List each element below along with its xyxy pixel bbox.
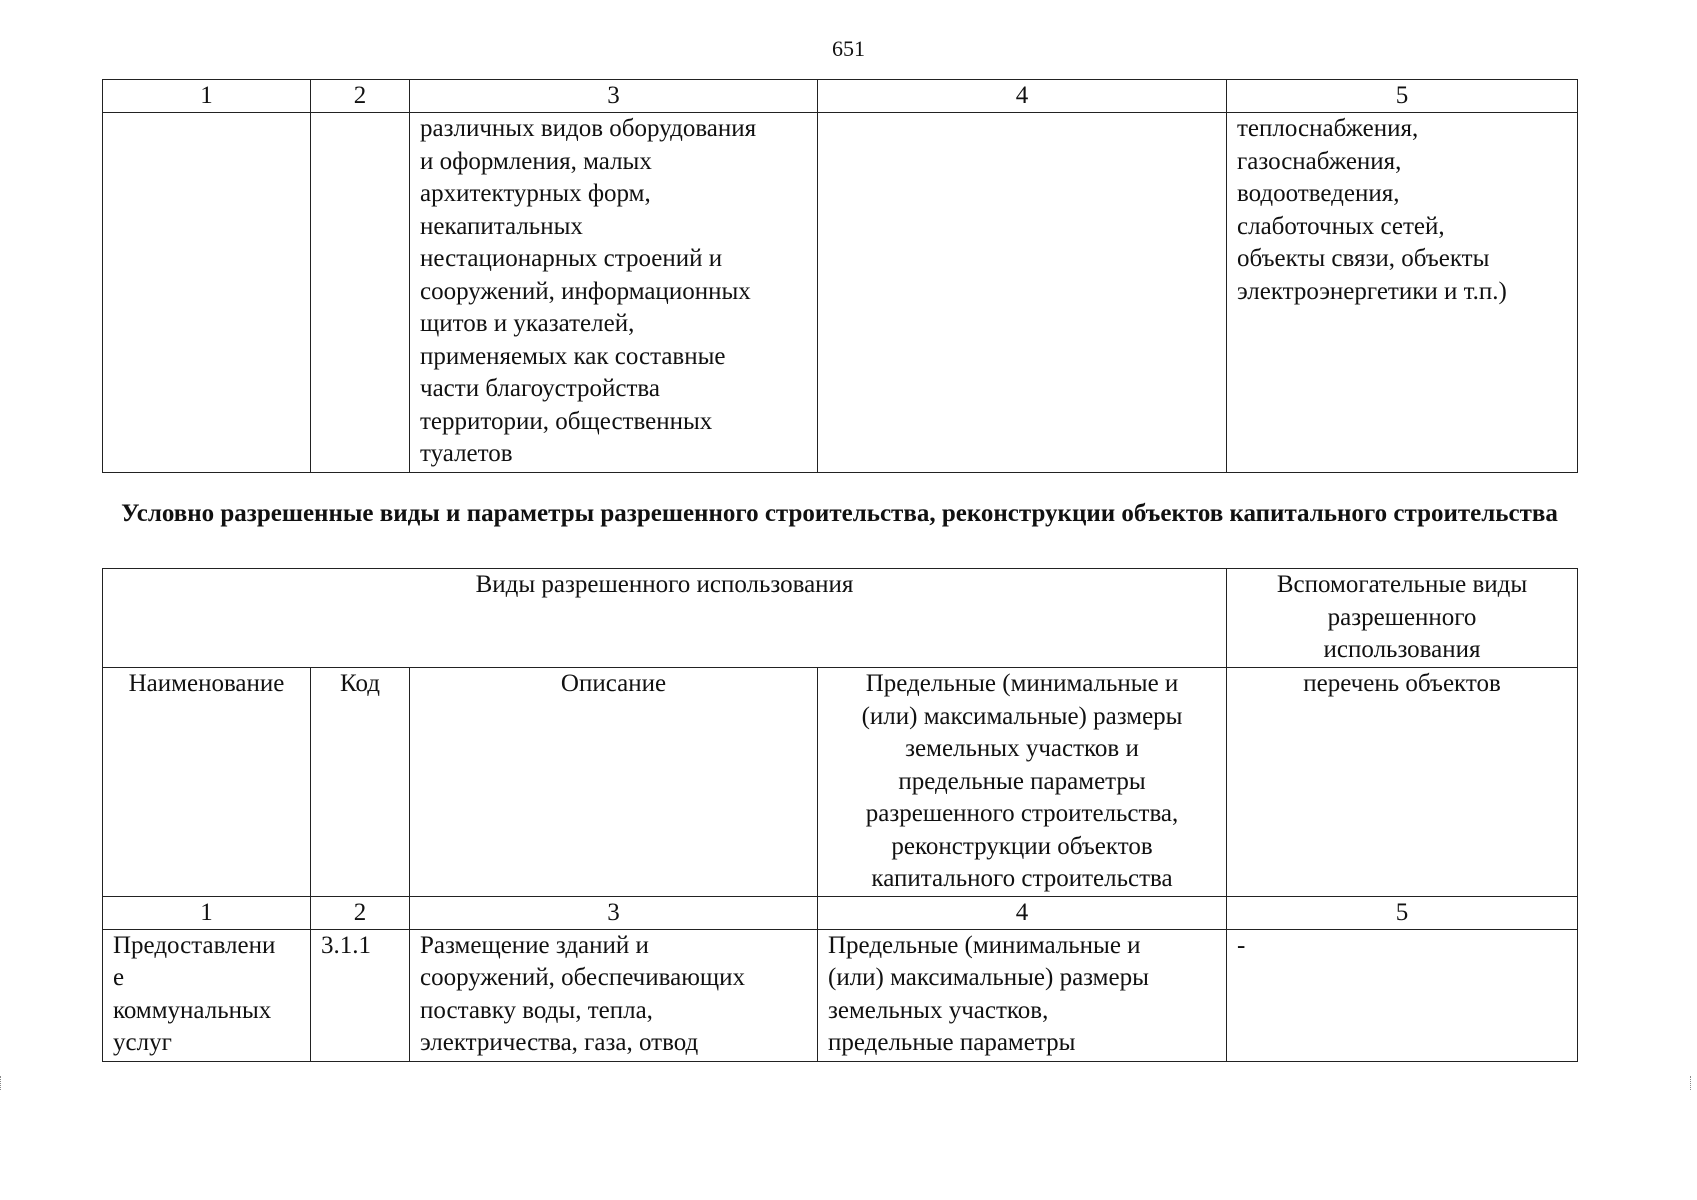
column-number: 5 <box>1227 80 1578 113</box>
text-line: Предоставлени <box>113 931 276 959</box>
text-line: использования <box>1323 636 1481 663</box>
text-line: архитектурных форм, <box>420 180 651 207</box>
text-line: капитального строительства <box>871 865 1173 892</box>
text-line: и оформления, малых <box>420 147 652 175</box>
text-line: слаботочных сетей, <box>1237 212 1445 240</box>
scan-edge-mark <box>1690 1076 1695 1090</box>
text-line: Предельные (минимальные и <box>828 931 1141 959</box>
text-line: коммунальных <box>113 996 272 1024</box>
text-line: применяемых как составные <box>420 342 726 370</box>
text-line: теплоснабжения, <box>1237 115 1419 142</box>
column-number: 1 <box>103 896 311 929</box>
cell-code: 3.1.1 <box>311 929 410 1061</box>
text-line: поставку воды, тепла, <box>420 996 653 1024</box>
text-line: различных видов оборудования <box>420 115 757 142</box>
section-title: Условно разрешенные виды и параметры разрешенного строительства, реконструкции объектов капитального строительства <box>121 500 1558 527</box>
text-line: некапитальных <box>420 212 583 240</box>
column-number: 2 <box>311 80 410 113</box>
text-line: электричества, газа, отвод <box>420 1029 699 1056</box>
text-line: (или) максимальные) размеры <box>861 702 1183 730</box>
text-line: Вспомогательные виды <box>1276 571 1528 598</box>
text-line: услуг <box>113 1029 172 1056</box>
column-number: 3 <box>410 896 818 929</box>
aux-header <box>1227 569 1578 668</box>
page-number: 651 <box>832 36 865 61</box>
table-row <box>103 113 1578 473</box>
text-line: земельных участков и <box>905 735 1139 762</box>
header-code: Код <box>311 668 410 897</box>
header-limits <box>818 668 1227 897</box>
cell-objects <box>1227 113 1578 473</box>
cell-limits <box>818 113 1227 473</box>
text-line: территории, общественных <box>420 407 713 435</box>
table-column-headers <box>103 668 1578 897</box>
table-header-numbers <box>103 896 1578 929</box>
text-line: реконструкции объектов <box>891 832 1153 860</box>
column-number: 4 <box>818 896 1227 929</box>
text-line: водоотведения, <box>1237 180 1400 207</box>
text-line: сооружений, обеспечивающих <box>420 964 745 991</box>
column-number: 4 <box>818 80 1227 113</box>
cell-description <box>410 929 818 1061</box>
column-number: 1 <box>103 80 311 113</box>
text-line: разрешенного <box>1327 603 1477 631</box>
text-line: сооружений, информационных <box>420 277 751 305</box>
text-line: щитов и указателей, <box>420 310 635 337</box>
text-line: Предельные (минимальные и <box>865 670 1179 697</box>
header-name: Наименование <box>103 668 311 897</box>
conditional-uses-table <box>102 568 1578 1062</box>
text-line: земельных участков, <box>828 996 1049 1024</box>
text-line: объекты связи, объекты <box>1237 245 1490 272</box>
cell-code <box>311 113 410 473</box>
table-header-numbers <box>103 80 1578 113</box>
table-group-header <box>103 569 1578 668</box>
header-description: Описание <box>410 668 818 897</box>
text-line: электроэнергетики и т.п.) <box>1237 277 1507 305</box>
text-line: предельные параметры <box>828 1029 1076 1056</box>
scan-edge-mark <box>0 1076 5 1090</box>
text-line: разрешенного строительства, <box>865 800 1179 827</box>
continuation-table <box>102 79 1578 473</box>
text-line: газоснабжения, <box>1237 147 1402 175</box>
text-line: Размещение зданий и <box>420 931 649 959</box>
group-header: Виды разрешенного использования <box>103 569 1227 668</box>
cell-limits <box>818 929 1227 1061</box>
column-number: 3 <box>410 80 818 113</box>
text-line: е <box>113 964 125 991</box>
cell-name <box>103 113 311 473</box>
column-number: 2 <box>311 896 410 929</box>
text-line: туалетов <box>420 440 513 467</box>
text-line: нестационарных строений и <box>420 245 723 272</box>
column-number: 5 <box>1227 896 1578 929</box>
header-objects: перечень объектов <box>1227 668 1578 897</box>
cell-description <box>410 113 818 473</box>
cell-objects: - <box>1227 929 1578 1061</box>
table-row <box>103 929 1578 1061</box>
cell-name <box>103 929 311 1061</box>
text-line: части благоустройства <box>420 375 660 402</box>
text-line: предельные параметры <box>898 767 1146 795</box>
text-line: (или) максимальные) размеры <box>828 964 1149 991</box>
